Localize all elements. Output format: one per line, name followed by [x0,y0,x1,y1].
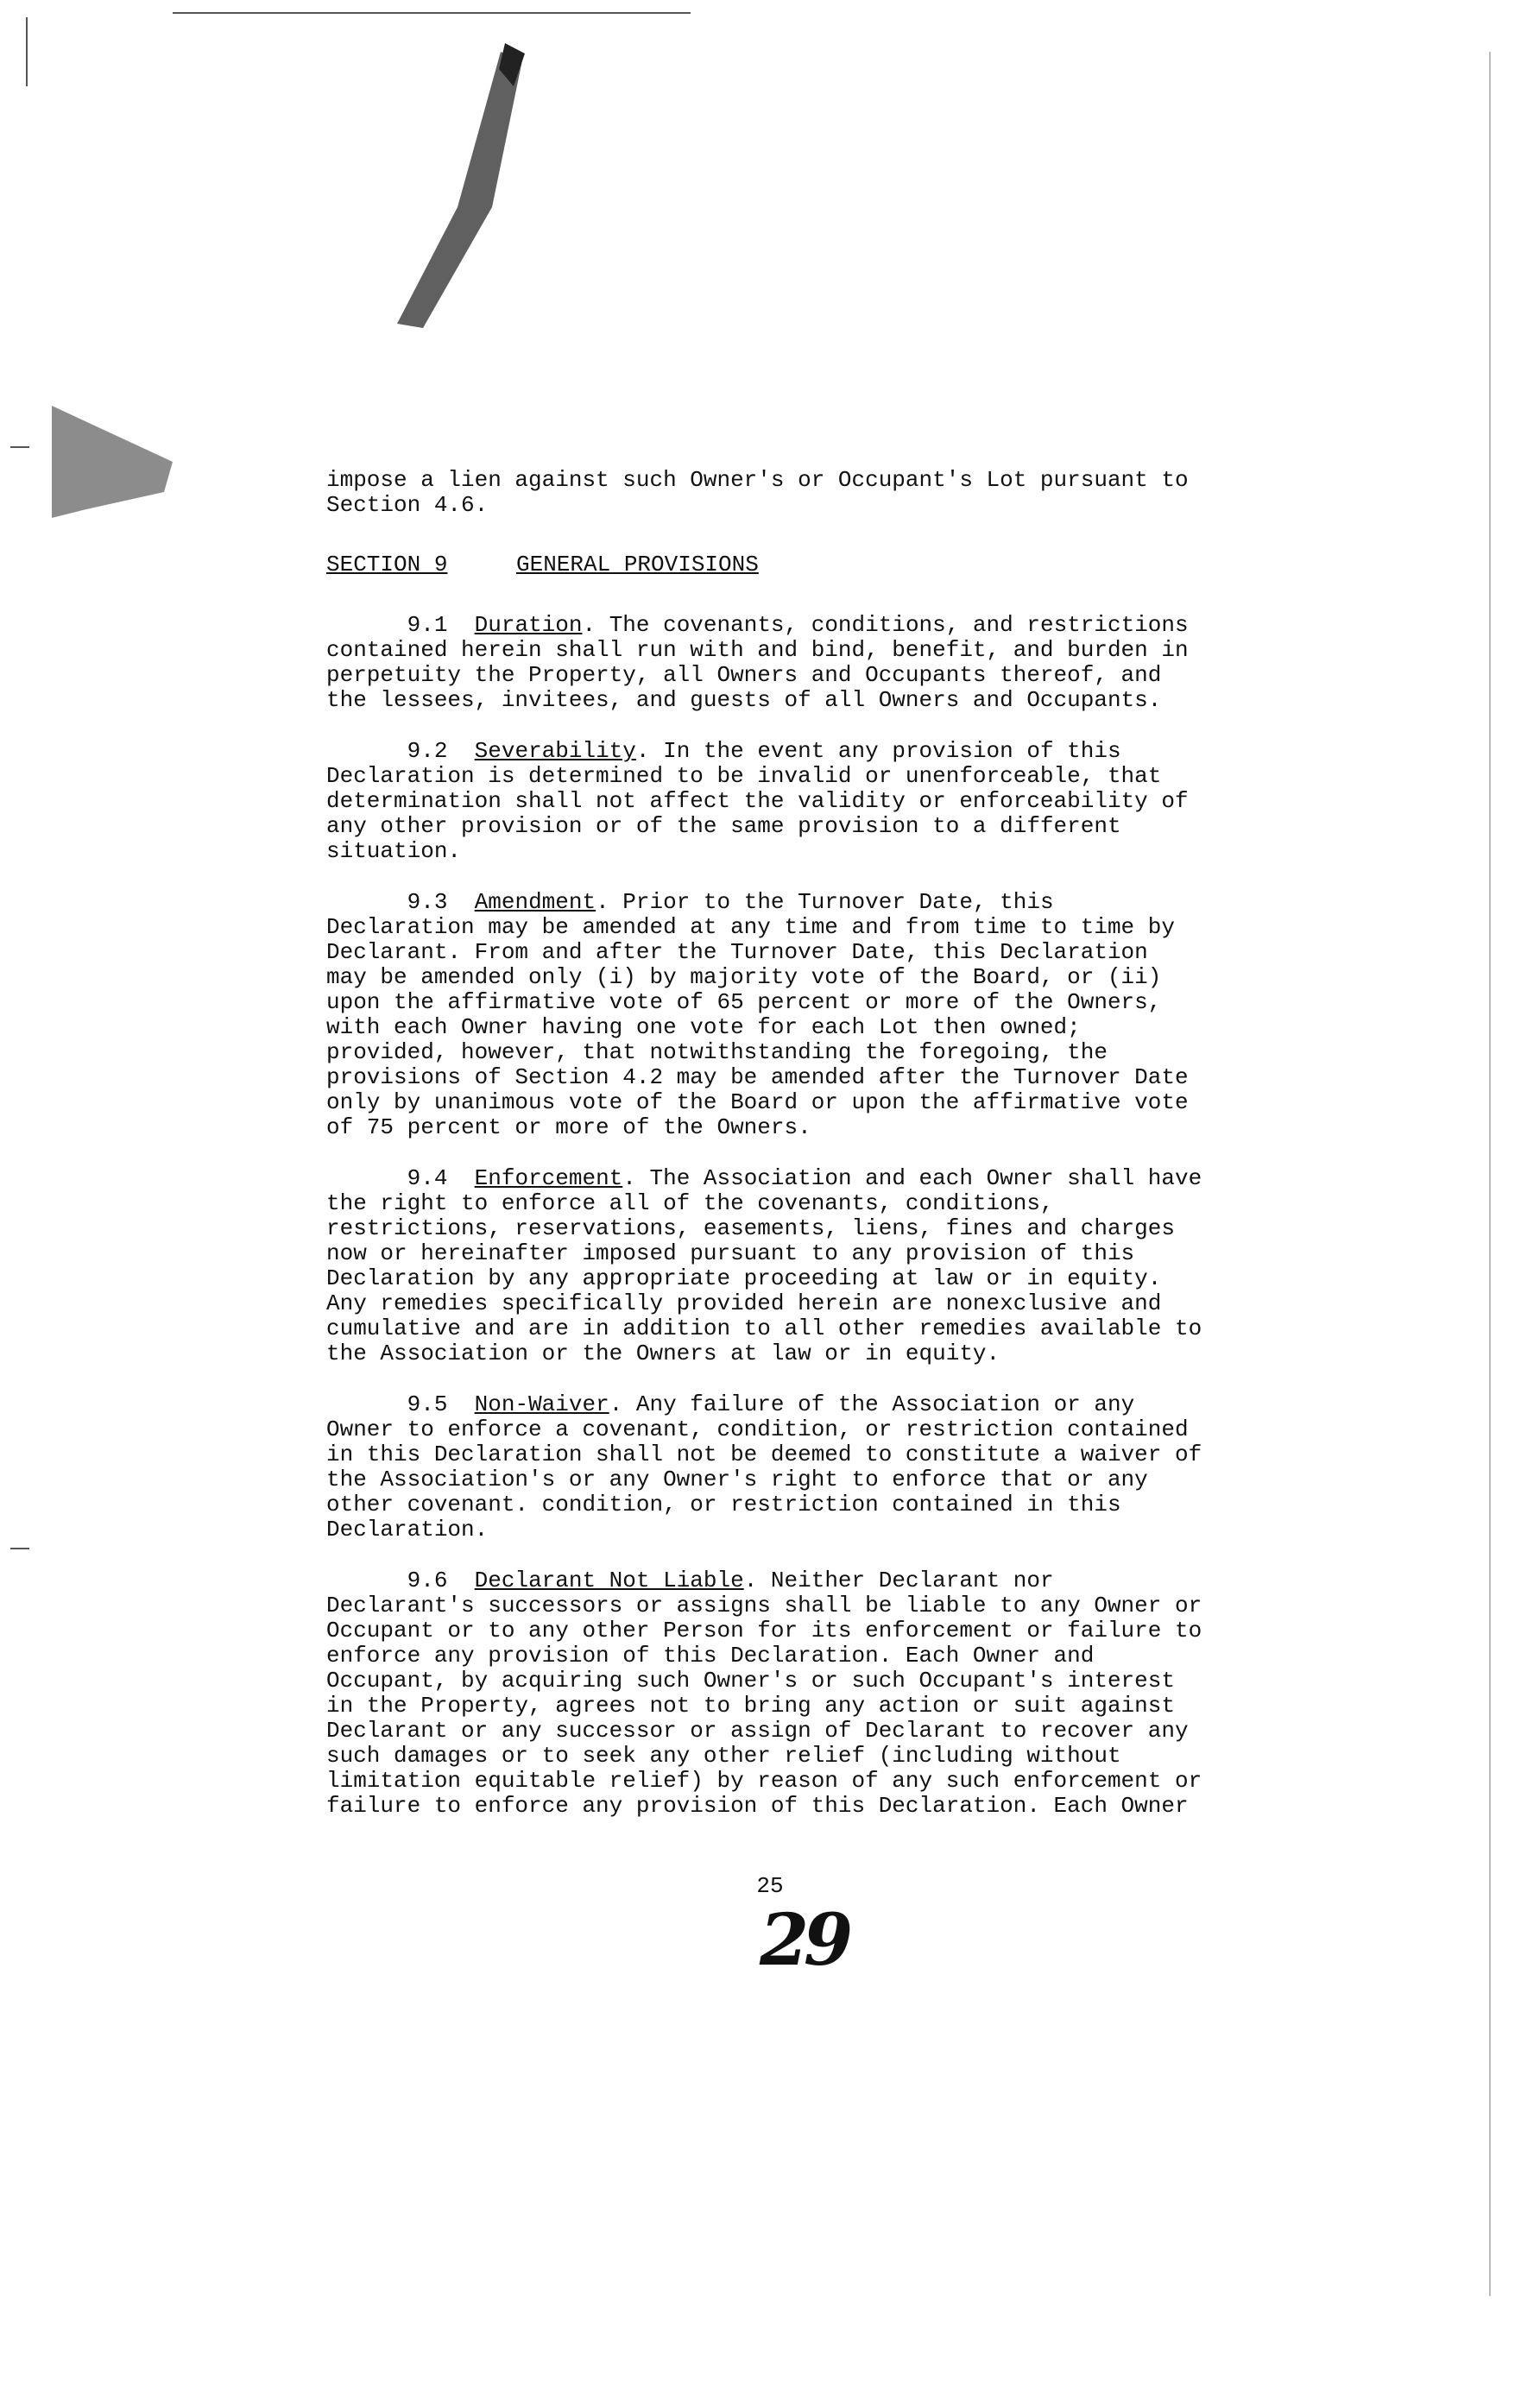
paragraph-number: 9.3 [407,889,448,915]
paragraph-heading: Non-Waiver [474,1391,609,1417]
paragraph-text: . Prior to the Turnover Date, this Declaration may be amended at any time and from time to time by Declarant. From and after the Turnover Date, this Declaration may be amended only (i) by majority vote of the Board, or (ii) upon the affirmative vote of 65 percent or more of the Owners, with each Owner having one vote for each Lot then owned; provided, however, that notwithstanding the foregoing, the provisions of Section 4.2 may be amended after the Turnover Date only by unanimous vote of the Board or upon the affirmative vote of 75 percent or more of the Owners. [326,889,1189,1140]
paragraph-heading: Duration [474,612,583,638]
paragraph-9-5 [326,1392,1293,1542]
page-number: 25 [756,1873,784,1899]
handwritten-page-number: 29 [760,1899,849,1982]
paragraph-text: . Any failure of the Association or any Owner to enforce a covenant, condition, or restriction contained in this Declaration shall not be deemed to constitute a waiver of the Association's or any Owner's right to enforce that or any other covenant. condition, or restriction contained in this Declaration. [326,1391,1202,1542]
paragraph-heading: Severability [474,738,636,764]
section-number: SECTION 9 [326,552,448,577]
scan-dash-left-1 [10,446,29,448]
paragraph-9-3 [326,890,1293,1140]
paragraph-number: 9.5 [407,1391,448,1417]
section-heading [326,552,1293,578]
paragraph-9-1 [326,613,1293,713]
scan-line-right-edge [1489,52,1491,2296]
scan-dash-left-2 [10,1548,29,1549]
paragraph-number: 9.4 [407,1165,448,1191]
paragraph-number: 9.6 [407,1568,448,1593]
section-title: GENERAL PROVISIONS [516,552,759,577]
paragraph-text: . In the event any provision of this Declaration is determined to be invalid or unenforceable, that determination shall not affect the validity or enforceability of any other provision or of the same provision to a different situation. [326,738,1189,864]
scan-line-top [173,12,691,14]
scan-line-left-edge [26,17,28,86]
paragraph-heading: Enforcement [474,1165,623,1191]
paragraph-text: . The Association and each Owner shall have the right to enforce all of the covenants, conditions, restrictions, reservations, easements, liens, fines and charges now or hereinafter imposed pursuant to any provision of this Declaration by any appropriate proceeding at law or in equity. Any remedies specifically provided herein are nonexclusive and cumulative and are in addition to all other remedies available to the Association or the Owners at law or in equity. [326,1165,1202,1366]
paragraph-text: . The covenants, conditions, and restrictions contained herein shall run with and bind, benefit, and burden in perpetuity the Property, all Owners and Occupants thereof, and the lessees, invitees, and guests of all Owners and Occupants. [326,612,1189,713]
paragraph-number: 9.1 [407,612,448,638]
paragraph-text: . Neither Declarant nor Declarant's successors or assigns shall be liable to any Owner or Occupant or to any other Person for its enforcement or failure to enforce any provision of this Declaration. Each Owner and Occupant, by acquiring such Owner's or such Occupant's interest in the Property, agrees not to bring any action or suit against Declarant or any successor or assign of Declarant to recover any such damages or to seek any other relief (including without limitation equitable relief) by reason of any such enforcement or failure to enforce any provision of this Declaration. Each Owner [326,1568,1202,1819]
paragraph-heading: Declarant Not Liable [474,1568,744,1593]
paragraph-number: 9.2 [407,738,448,764]
paragraph-9-2 [326,739,1293,864]
paragraph-9-4 [326,1166,1293,1366]
document-body [326,468,1293,1845]
paragraph-heading: Amendment [474,889,596,915]
intro-paragraph: impose a lien against such Owner's or Occupant's Lot pursuant to Section 4.6. [326,467,1189,518]
paragraph-9-6 [326,1568,1293,1819]
